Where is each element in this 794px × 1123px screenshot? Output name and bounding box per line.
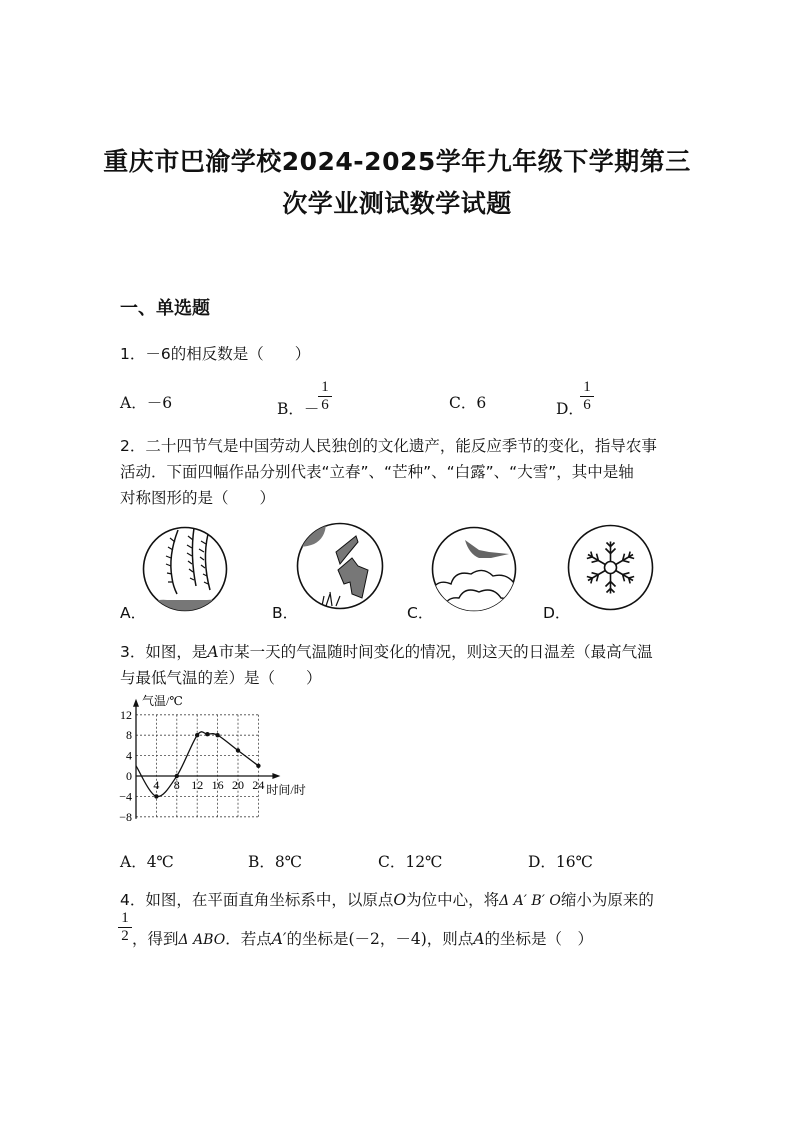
- q4-fraction-half: [118, 911, 132, 944]
- q4-line-2-mid3: ，则点: [426, 930, 474, 948]
- q4-point-a: A: [473, 930, 485, 948]
- data-point: [195, 733, 199, 737]
- q3-option-c[interactable]: C．12℃: [378, 853, 443, 871]
- chart-ylabel: 气温/℃: [142, 693, 183, 708]
- q4-triangle-prime: Δ A′ B′ O: [499, 893, 561, 909]
- q4-line-2-post: 的坐标是（ ）: [484, 930, 594, 948]
- q3-line-1-pre: 3．如图，是: [120, 643, 208, 661]
- snowflake-icon: [567, 524, 654, 611]
- q3-line-1: [120, 640, 653, 662]
- section-heading: 一、单选题: [120, 298, 210, 319]
- q3-option-b[interactable]: B．8℃: [248, 853, 303, 871]
- q4-coordinate: (－2，－4): [348, 930, 427, 948]
- q4-line-2-mid: ．若点: [225, 930, 272, 948]
- q1-option-b[interactable]: [277, 397, 319, 419]
- q4-line-2: [132, 927, 593, 949]
- q3-option-a[interactable]: A．4℃: [120, 853, 174, 871]
- q1-option-d-fraction: [580, 380, 594, 413]
- q2-option-d[interactable]: D．: [543, 604, 571, 622]
- data-point: [215, 733, 219, 737]
- fraction-denominator: 6: [583, 397, 591, 413]
- q1-option-b-label: B．－: [277, 400, 320, 418]
- data-point: [205, 732, 209, 736]
- title-line-2: 次学业测试数学试题: [282, 189, 512, 218]
- fraction-denominator: 6: [321, 397, 329, 413]
- q4-point-o: O: [393, 891, 407, 909]
- q4-line-1-post: 缩小为原来的: [560, 891, 654, 909]
- q4-line-2-pre: ，得到: [132, 930, 179, 948]
- y-tick-label: 4: [126, 748, 132, 763]
- x-tick-label: 16: [211, 778, 224, 792]
- q3-option-d[interactable]: D．16℃: [528, 853, 593, 871]
- x-tick-label: 24: [252, 778, 265, 792]
- y-tick-label: 0: [126, 769, 132, 783]
- data-point: [256, 764, 260, 768]
- data-point: [175, 774, 179, 778]
- q4-line-2-mid2: 的坐标是: [286, 930, 349, 948]
- chart-ticks: [119, 708, 264, 824]
- x-tick-label: 8: [173, 778, 180, 792]
- data-point: [236, 748, 240, 752]
- q2-option-a[interactable]: A．: [120, 604, 147, 622]
- bird-over-clouds-icon: [431, 526, 517, 612]
- q1-option-a[interactable]: A．－6: [120, 394, 173, 412]
- fraction-numerator: 1: [583, 379, 591, 395]
- q2-option-c[interactable]: C．: [407, 604, 434, 622]
- fraction-numerator: 1: [321, 379, 329, 395]
- x-tick-label: 20: [232, 778, 244, 792]
- q4-line-1-mid: 为位中心，将: [406, 891, 500, 909]
- q4-line-1-pre: 4．如图，在平面直角坐标系中，以原点: [120, 891, 394, 909]
- q1-option-c[interactable]: C．6: [449, 394, 487, 412]
- fraction-denominator: 2: [121, 928, 129, 944]
- x-axis-arrow: [272, 773, 280, 779]
- y-tick-label: 12: [120, 707, 132, 722]
- y-tick-label: −8: [119, 809, 132, 824]
- temperature-chart: [112, 688, 332, 830]
- q2-line-1: 2．二十四节气是中国劳动人民独创的文化遗产，能反应季节的变化，指导农事: [120, 437, 657, 455]
- q1-option-b-fraction: [318, 380, 332, 413]
- q3-var-a: A: [207, 643, 219, 661]
- q2-line-3: 对称图形的是（ ）: [120, 489, 276, 507]
- q3-line-1-post: 市某一天的气温随时间变化的情况，则这天的日温差（最高气温: [218, 643, 653, 661]
- data-point: [154, 794, 158, 798]
- chart-grid: [136, 715, 258, 817]
- x-tick-label: 12: [191, 778, 204, 792]
- chart-xlabel: 时间/时: [266, 783, 306, 797]
- grain-ear-icon: [296, 522, 384, 610]
- y-axis-arrow: [133, 699, 139, 707]
- title-line-1: 重庆市巴渝学校2024-2025学年九年级下学期第三: [103, 147, 691, 176]
- y-tick-label: −4: [119, 789, 132, 804]
- q2-line-2: 活动．下面四幅作品分别代表“立春”、“芒种”、“白露”、“大雪”，其中是轴: [120, 463, 634, 481]
- q1-option-d-label: D．: [556, 400, 584, 418]
- q2-option-b[interactable]: B．: [272, 604, 299, 622]
- x-tick-label: 4: [153, 778, 160, 792]
- q3-line-2: 与最低气温的差）是（ ）: [120, 669, 322, 687]
- q4-triangle: Δ ABO: [178, 932, 226, 948]
- fraction-numerator: 1: [121, 910, 129, 926]
- q1-stem: 1．－6的相反数是（ ）: [120, 345, 311, 363]
- q4-line-1: [120, 888, 654, 910]
- y-tick-label: 8: [126, 728, 132, 743]
- q4-point-a-prime: A′: [271, 930, 287, 948]
- willow-branches-icon: [142, 526, 228, 612]
